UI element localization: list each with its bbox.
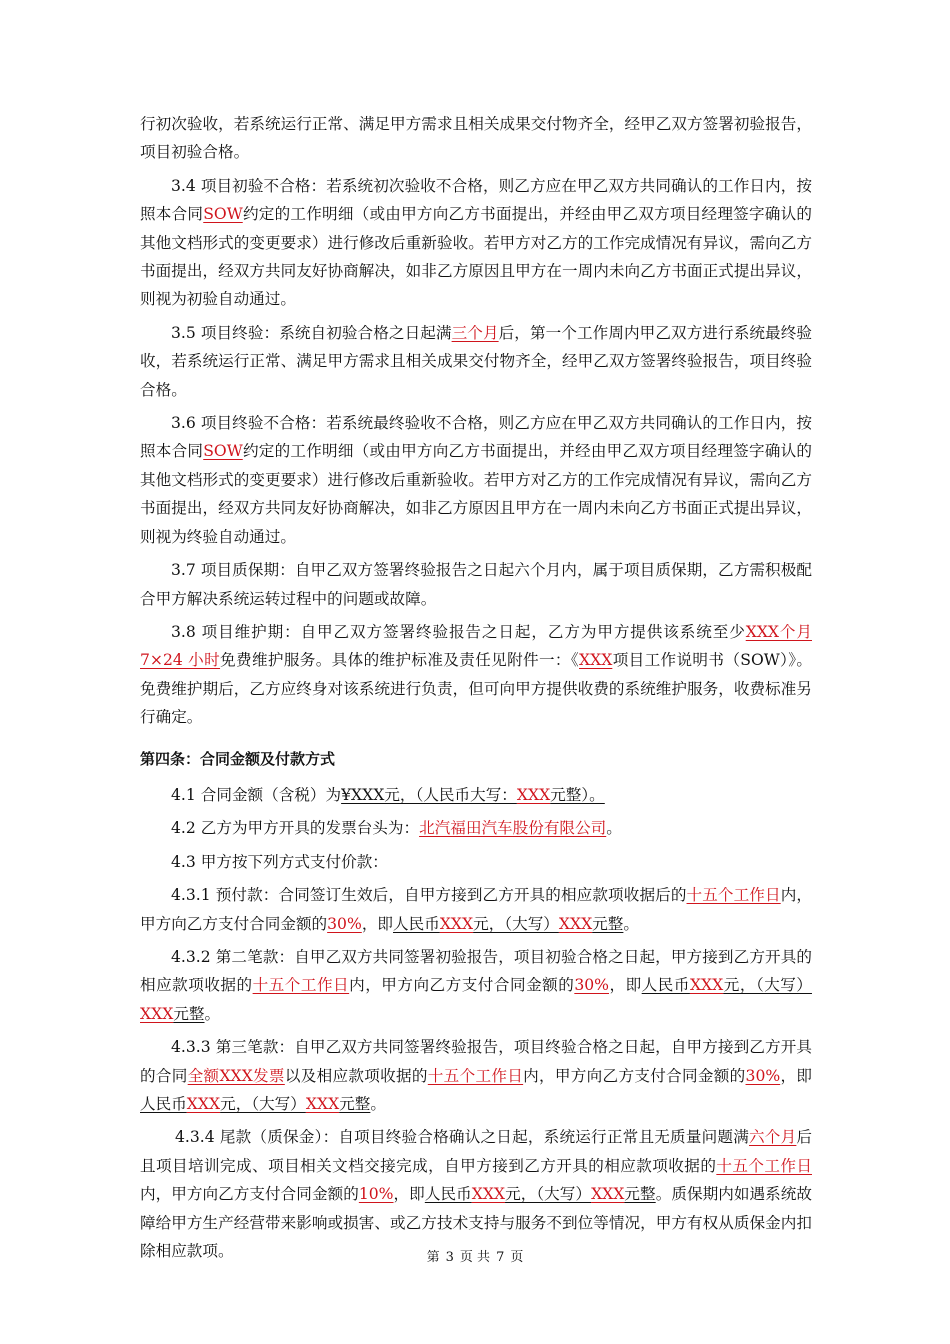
highlighted-term: SOW: [203, 442, 243, 461]
underlined-text: 元，（大写）: [505, 1185, 592, 1204]
text-run: 约定的工作明细（或由甲方向乙方书面提出，并经由甲乙双方项目经理签字确认的其他文档形式的变更要求）进行修改后重新验收。若甲方对乙方的工作完成情况有异议，需向乙方书面提出，经双方共同友好协商解决，如非乙方原因且甲方在一周内未向乙方书面正式提出异议，则视为初验自动通过。: [140, 205, 812, 309]
text-run: 内，甲方向乙方支付合同金额的: [349, 976, 575, 995]
text-run: 内，甲方向乙方支付合同金额的: [523, 1066, 746, 1085]
text-run: 3.5 项目终验：系统自初验合格之日起满: [171, 323, 452, 342]
paragraph-3-5: [140, 319, 812, 404]
text-run: 。: [204, 1004, 221, 1023]
text-run: 。: [623, 914, 640, 933]
text-run: 后且项目培训完成、项目相关文档交接完成，自甲方接到乙方开具的相应款项收据的: [140, 1128, 812, 1175]
highlighted-term: 全额XXX发票: [187, 1066, 285, 1085]
paragraph-3-7: [140, 556, 812, 613]
underlined-text: 元整: [173, 1004, 205, 1023]
text-run: 。质保期内如遇系统故障给甲方生产经营带来影响或损害、或乙方技术支持与服务不到位等情况，甲方有权从质保金内扣除相应款项。: [140, 1185, 812, 1261]
underlined-text: 人民币: [641, 976, 690, 995]
underlined-text: 元整: [624, 1185, 656, 1204]
paragraph-4-3-3: [140, 1033, 812, 1118]
underlined-text: 人民币: [140, 1095, 187, 1113]
highlighted-term: 30%: [327, 914, 362, 933]
highlighted-term: XXX: [305, 1095, 340, 1113]
paragraph-4-3-2: [140, 943, 812, 1028]
footer-prefix: 第: [426, 1250, 440, 1265]
highlighted-term: 六个月: [749, 1128, 797, 1147]
paragraph-4-3: [140, 848, 812, 876]
underlined-text: 人民币: [424, 1185, 472, 1204]
paragraph-4-2: [140, 814, 812, 842]
highlighted-term: 10%: [358, 1185, 394, 1204]
paragraph-4-3-4: [140, 1123, 812, 1265]
text-run: 3.6 项目终验不合格：若系统最终验收不合格，则乙方应在甲乙双方共同确认的工作日内，按照本合同: [140, 414, 812, 461]
paragraph-3-3-continued: [140, 110, 812, 167]
text-run: 行初次验收，若系统运行正常、满足甲方需求且相关成果交付物齐全，经甲乙双方签署初验报告，项目初验合格。: [140, 115, 812, 162]
text-run: 4.3.4 尾款（质保金）：自项目终验合格确认之日起，系统运行正常且无质量问题满: [175, 1128, 749, 1147]
page-footer: [0, 1246, 950, 1265]
underlined-text: 元，（大写）: [723, 976, 812, 995]
text-run: 3.7 项目质保期：自甲乙双方签署终验报告之日起六个月内，属于项目质保期，乙方需积极配合甲方解决系统运转过程中的问题或故障。: [140, 561, 812, 608]
text-run: 3.8 项目维护期：自甲乙双方签署终验报告之日起，乙方为甲方提供该系统至少: [171, 622, 746, 641]
text-run: 后，第一个工作周内甲乙双方进行系统最终验收，若系统运行正常、满足甲方需求且相关成果交付物齐全，经甲乙双方签署终验报告，项目终验合格。: [140, 323, 812, 399]
total-pages: 7: [496, 1250, 505, 1265]
text-run: ，即: [361, 914, 394, 933]
highlighted-term: XXX: [140, 1004, 174, 1023]
highlighted-term: XXX: [186, 1095, 221, 1113]
underlined-text: ¥XXX元，（人民币大写：: [341, 785, 517, 804]
highlighted-term: XXX个月 7×24 小时: [140, 622, 812, 670]
paragraph-4-1: [140, 781, 812, 809]
underlined-text: 元整: [592, 914, 624, 933]
underlined-text: 元，（大写）: [473, 914, 559, 933]
text-run: 免费维护服务。具体的维护标准及责任见附件一：《: [220, 651, 580, 670]
highlighted-term: 30%: [574, 976, 609, 995]
highlighted-term: 十五个工作日: [252, 976, 350, 995]
paragraph-4-3-1: [140, 881, 812, 938]
highlighted-term: XXX: [579, 651, 613, 670]
highlighted-term: XXX: [516, 785, 551, 804]
underlined-text: 人民币: [393, 914, 440, 933]
highlighted-term: XXX: [471, 1185, 506, 1204]
paragraph-3-8: [140, 618, 812, 732]
text-run: ，即: [609, 976, 642, 995]
text-run: 以及相应款项收据的: [284, 1066, 428, 1085]
text-run: ，即: [393, 1185, 425, 1204]
text-run: 4.2 乙方为甲方开具的发票台头为：: [171, 819, 420, 838]
text-run: 。: [606, 819, 622, 838]
highlighted-term: 北汽福田汽车股份有限公司: [419, 819, 607, 838]
highlighted-term: 三个月: [451, 323, 499, 342]
highlighted-term: 十五个工作日: [716, 1156, 812, 1175]
text-run: 内，甲方向乙方支付合同金额的: [140, 886, 812, 933]
text-run: 4.1 合同金额（含税）为: [171, 785, 342, 804]
highlighted-term: XXX: [591, 1185, 625, 1204]
highlighted-term: XXX: [439, 914, 474, 933]
text-run: 4.3 甲方按下列方式支付价款：: [171, 852, 388, 871]
text-run: 。: [370, 1095, 386, 1113]
paragraph-3-4: [140, 172, 812, 314]
text-run: 3.4 项目初验不合格：若系统初次验收不合格，则乙方应在甲乙双方共同确认的工作日内，按照本合同: [140, 176, 812, 224]
text-run: 4.3.1 预付款：合同签订生效后，自甲方接到乙方开具的相应款项收据后的: [171, 886, 687, 905]
footer-suffix: 页: [510, 1250, 524, 1265]
page-body: [140, 110, 812, 1270]
paragraph-3-6: [140, 409, 812, 551]
highlighted-term: SOW: [203, 205, 243, 224]
underlined-text: 元整）。: [550, 785, 605, 804]
underlined-text: 元整: [339, 1095, 371, 1113]
section-heading: 第四条：合同金额及付款方式: [140, 749, 336, 768]
text-run: 4.3.3 第三笔款：自甲乙双方共同签署终验报告，项目终验合格之日起，自甲方接到乙方开具的合同: [140, 1038, 812, 1085]
text-run: 4.3.2 第二笔款：自甲乙双方共同签署初验报告，项目初验合格之日起，甲方接到乙方开具的相应款项收据的: [140, 947, 812, 995]
highlighted-term: 30%: [745, 1066, 781, 1085]
highlighted-term: XXX: [689, 976, 724, 995]
highlighted-term: XXX: [558, 914, 593, 933]
text-run: ，即: [780, 1066, 812, 1085]
text-run: 项目工作说明书（SOW）》。免费维护期后，乙方应终身对该系统进行负责，但可向甲方提供收费的系统维护服务，收费标准另行确定。: [140, 651, 813, 727]
underlined-text: 元，（大写）: [220, 1095, 306, 1113]
current-page-number: 3: [445, 1250, 454, 1265]
highlighted-term: 十五个工作日: [686, 886, 781, 905]
footer-middle: 页 共: [459, 1250, 491, 1265]
highlighted-term: 十五个工作日: [427, 1066, 524, 1085]
text-run: 内，甲方向乙方支付合同金额的: [140, 1185, 359, 1204]
text-run: 约定的工作明细（或由甲方向乙方书面提出，并经由甲乙双方项目经理签字确认的其他文档形式的变更要求）进行修改后重新验收。若甲方对乙方的工作完成情况有异议，需向乙方书面提出，经双方共同友好协商解决，如非乙方原因且甲方在一周内未向乙方书面正式提出异议，则视为终验自动通过。: [140, 442, 812, 546]
